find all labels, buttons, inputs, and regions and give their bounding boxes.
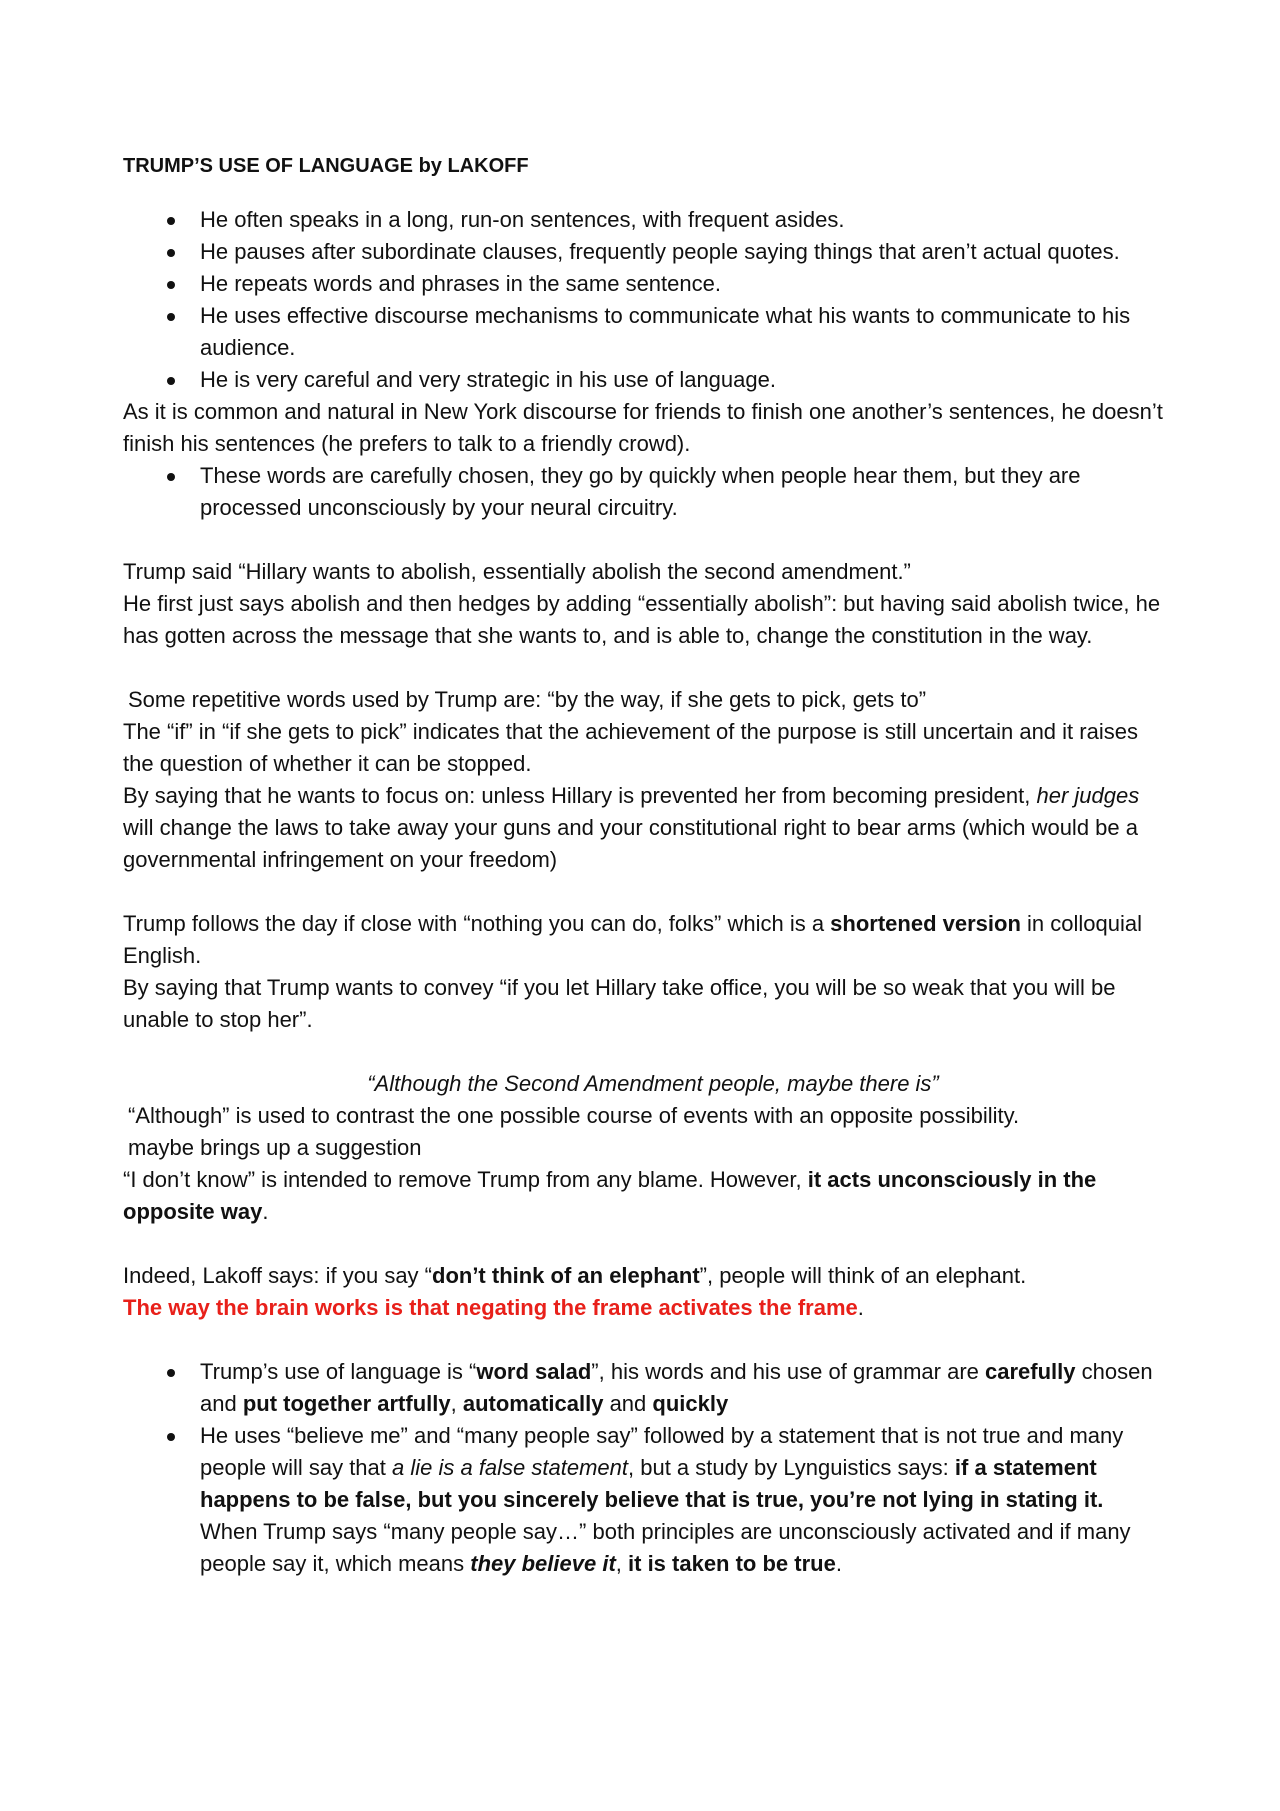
document-page xyxy=(123,150,1163,1580)
paragraph-if: The “if” in “if she gets to pick” indicates that the achievement of the purpose is still uncertain and it raises the question of whether it can be stopped. xyxy=(123,719,1138,776)
list-item: He uses effective discourse mechanisms to communicate what his wants to communicate to his audience. xyxy=(200,300,1163,364)
list-item: He pauses after subordinate clauses, frequently people saying things that aren’t actual quotes. xyxy=(200,236,1163,268)
paragraph-repetitive-words: Some repetitive words used by Trump are: “by the way, if she gets to pick, gets to” xyxy=(128,687,927,712)
document-title: TRUMP’S USE OF LANGUAGE by LAKOFF xyxy=(123,155,529,177)
paragraph-elephant: Indeed, Lakoff says: if you say “don’t think of an elephant”, people will think of an elephant. xyxy=(123,1263,1027,1288)
list-item: He is very careful and very strategic in his use of language. xyxy=(200,364,1163,396)
paragraph-convey: By saying that Trump wants to convey “if you let Hillary take office, you will be so weak that you will be unable to stop her”. xyxy=(123,975,1116,1032)
paragraph-i-dont-know: “I don’t know” is intended to remove Trump from any blame. However, it acts unconsciously in the opposite way. xyxy=(123,1167,1097,1224)
list-item: These words are carefully chosen, they go by quickly when people hear them, but they are processed unconsciously by your neural circuitry. xyxy=(200,460,1163,524)
paragraph-abolish: He first just says abolish and then hedges by adding “essentially abolish”: but having said abolish twice, he has gotten across the message that she wants to, and is able to, change the constitution in the way. xyxy=(123,591,1161,648)
bullet-list-2 xyxy=(123,460,1163,524)
list-item: Trump’s use of language is “word salad”, his words and his use of grammar are carefully chosen and put together artfully, automatically and quickly xyxy=(200,1356,1163,1420)
bullet-list-3 xyxy=(123,1356,1163,1580)
paragraph-brain-frame: The way the brain works is that negating the frame activates the frame. xyxy=(123,1295,864,1320)
list-item: He often speaks in a long, run-on sentences, with frequent asides. xyxy=(200,204,1163,236)
paragraph-new-york: As it is common and natural in New York discourse for friends to finish one another’s sentences, he doesn’t finish his sentences (he prefers to talk to a friendly crowd). xyxy=(123,399,1163,456)
list-item: He repeats words and phrases in the same sentence. xyxy=(200,268,1163,300)
bullet-list-1 xyxy=(123,204,1163,396)
paragraph-folks: Trump follows the day if close with “nothing you can do, folks” which is a shortened version in colloquial English. xyxy=(123,911,1142,968)
list-item: He uses “believe me” and “many people say” followed by a statement that is not true and many people will say that a lie is a false statement, but a study by Lynguistics says: if a statement happens to be false, but you sincerely believe that is true, you’re not lying in stating it. When Trump says “many people say…” both principles are unconsciously activated and if many people say it, which means they believe it, it is taken to be true. xyxy=(200,1420,1163,1580)
paragraph-maybe: maybe brings up a suggestion xyxy=(128,1135,422,1160)
quote-although: “Although the Second Amendment people, maybe there is” xyxy=(367,1071,939,1096)
paragraph-focus: By saying that he wants to focus on: unless Hillary is prevented her from becoming president, her judges will change the laws to take away your guns and your constitutional right to bear arms (which would be a governmental infringement on your freedom) xyxy=(123,783,1140,872)
quote-abolish: Trump said “Hillary wants to abolish, essentially abolish the second amendment.” xyxy=(123,559,911,584)
paragraph-although: “Although” is used to contrast the one possible course of events with an opposite possibility. xyxy=(128,1103,1020,1128)
